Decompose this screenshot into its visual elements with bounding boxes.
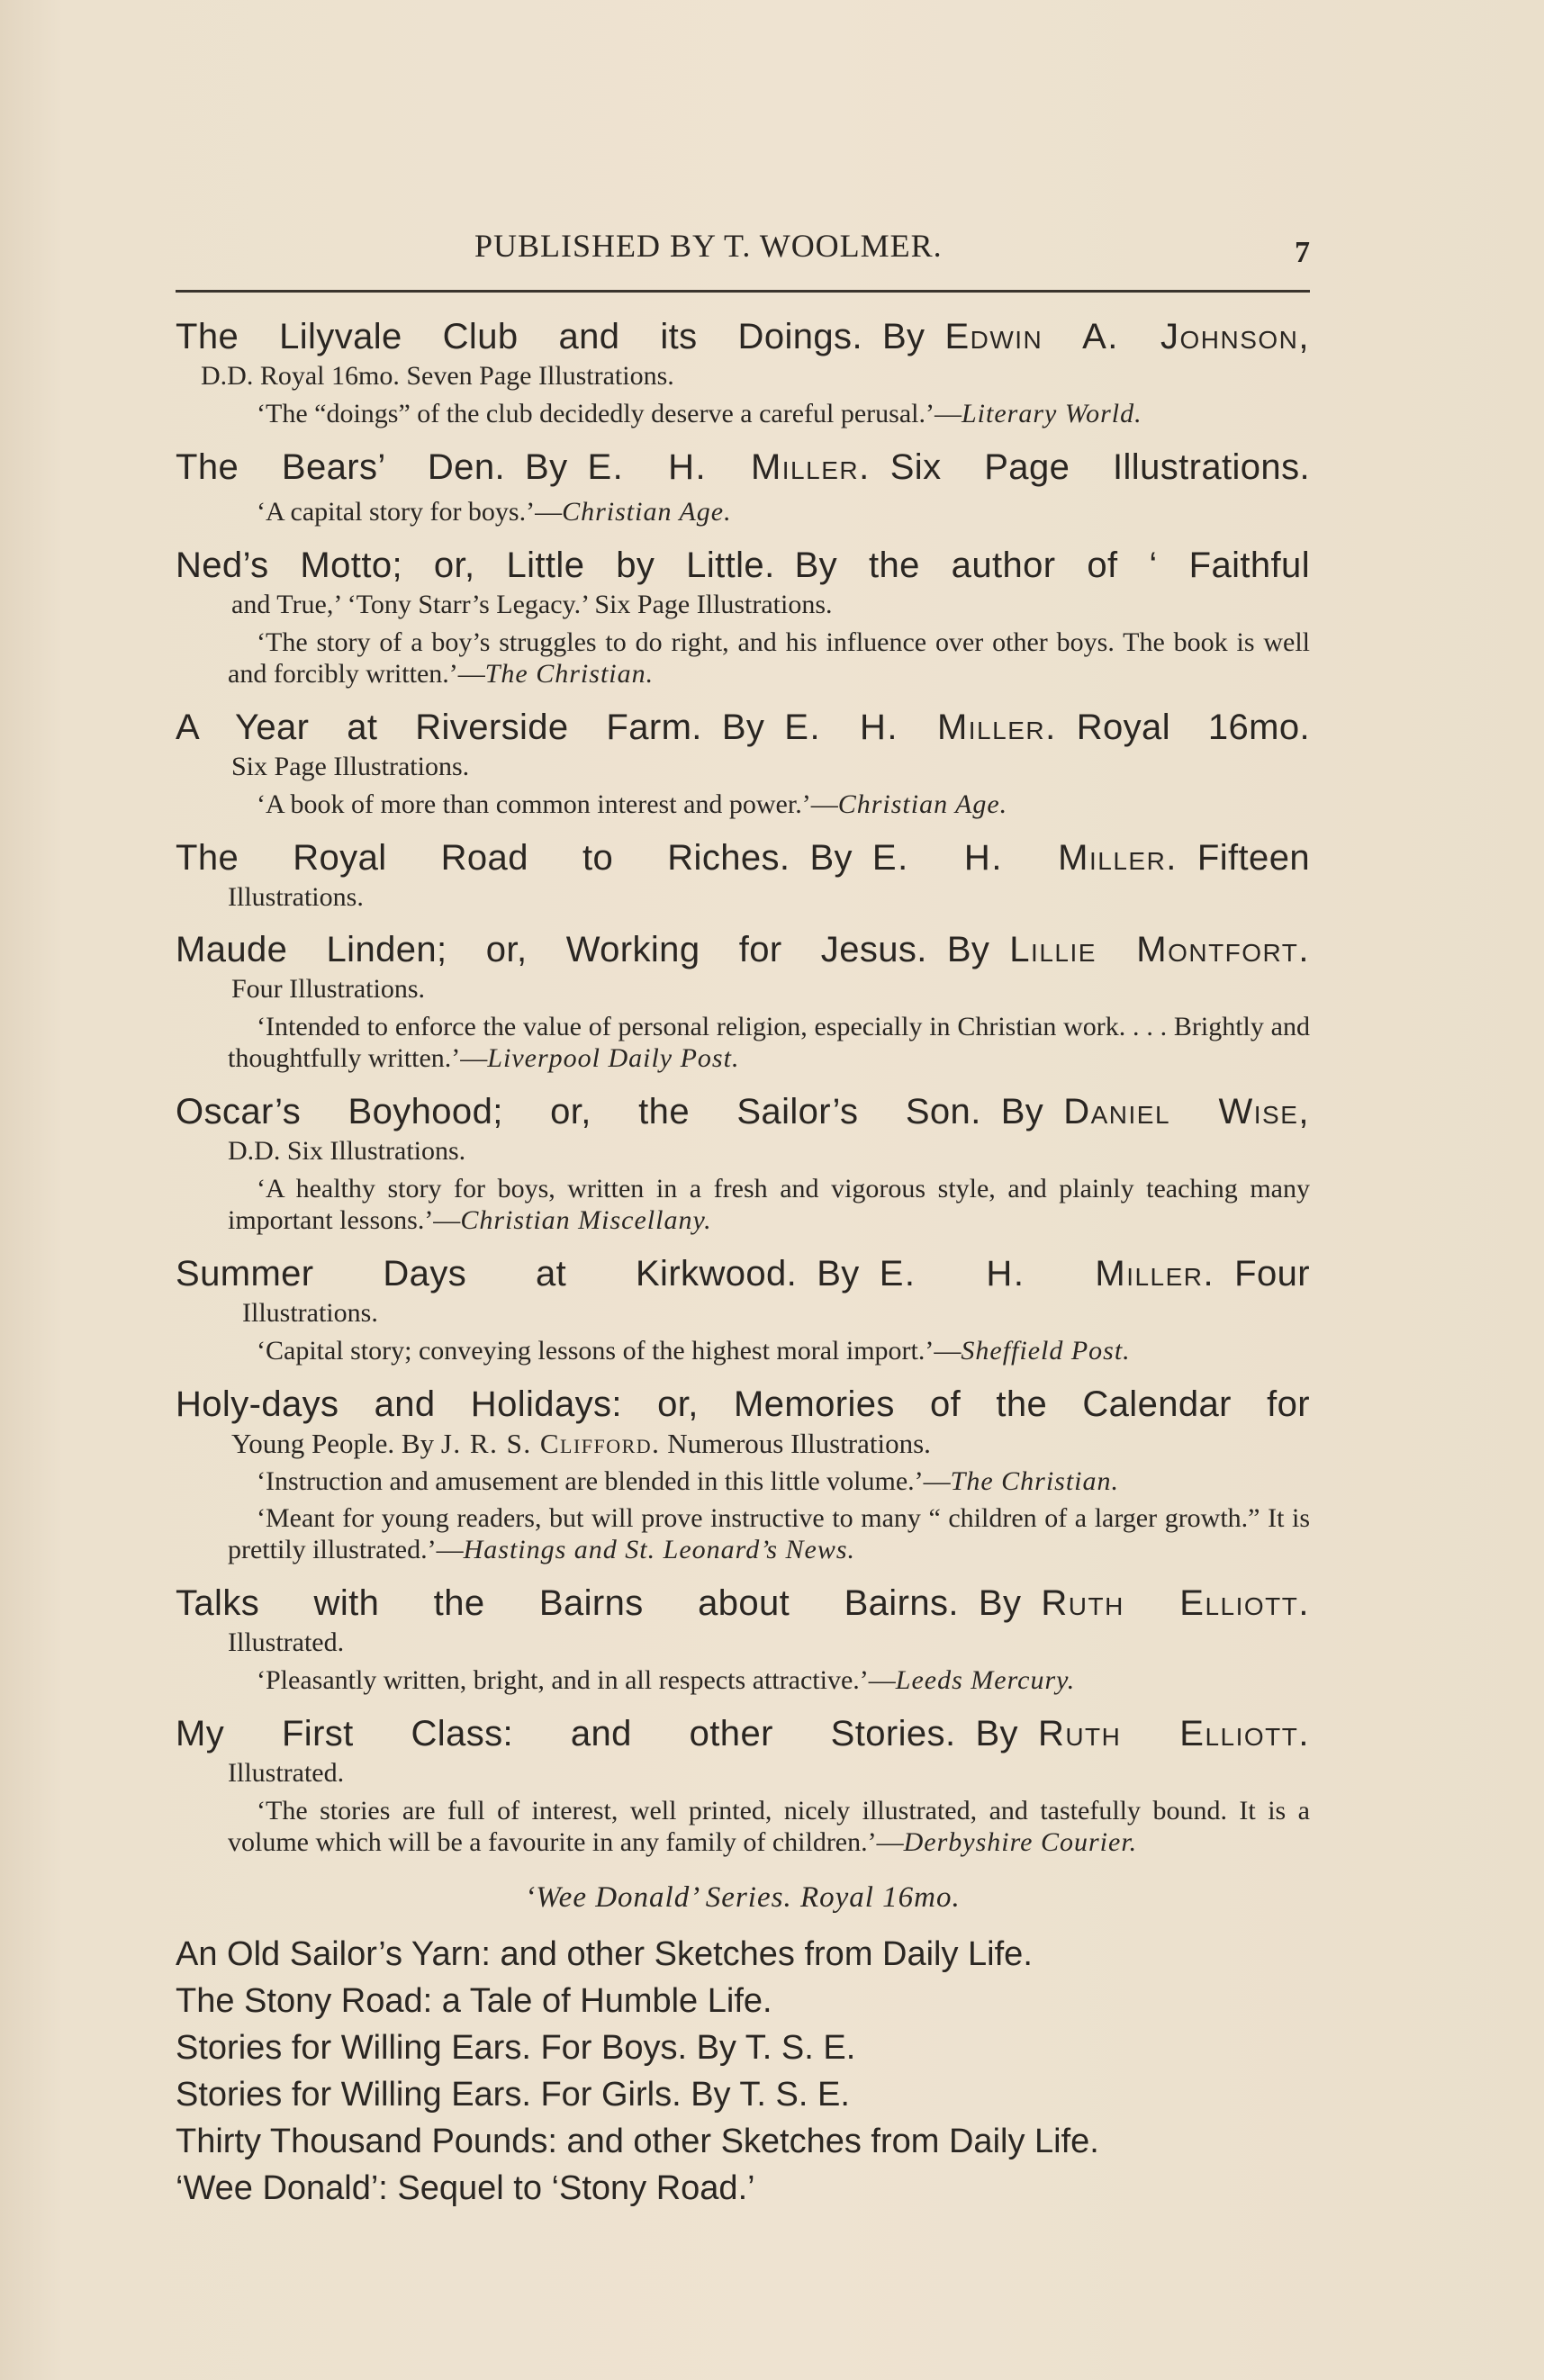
book-author: Ruth Elliott. [1041, 1583, 1311, 1623]
series-item: An Old Sailor’s Yarn: and other Sketches from Daily Life. [176, 1935, 1033, 1973]
review-quote: ‘The stories are full of interest, well printed, nicely illustrated, and tastefully bound. It is a volume which will be a favourite in any family of children.’—Derbyshire Courier. [228, 1796, 1310, 1857]
by-label: By [817, 1254, 860, 1294]
entry-title-line [176, 542, 1310, 589]
review-quote: ‘The story of a boy’s struggles to do right, and his influence over other boys. The book is well and forcibly written.’—The Christian. [228, 627, 1310, 689]
book-author: Daniel Wise, [1063, 1092, 1310, 1131]
review-quote: ‘The “doings” of the club decidedly deserve a careful perusal.’—Literary World. [257, 399, 1142, 428]
book-details: Young People. By J. R. S. Clifford. Numerous Illustrations. [231, 1428, 931, 1459]
series-item: Stories for Willing Ears. For Boys. By T. S. E. [176, 2029, 856, 2067]
entry-title-line [176, 1088, 1310, 1135]
book-format: Royal 16mo. [1076, 708, 1310, 747]
review-quote: ‘A capital story for boys.’—Christian Age. [257, 497, 732, 527]
book-details: and True,’ ‘Tony Starr’s Legacy.’ Six Page Illustrations. [231, 590, 833, 619]
book-author: J. R. S. Clifford. [440, 1428, 661, 1459]
by-label: By [946, 930, 990, 969]
book-details: D.D. Royal 16mo. Seven Page Illustrations. [201, 361, 674, 391]
book-details: Four Illustrations. [231, 974, 425, 1004]
series-item: Thirty Thousand Pounds: and other Sketches from Daily Life. [176, 2123, 1099, 2160]
review-quote: ‘A healthy story for boys, written in a fresh and vigorous style, and plainly teaching many important lessons.’—Christian Miscellany. [228, 1174, 1310, 1235]
entry-title-line [176, 704, 1310, 751]
by-label: By [525, 447, 568, 487]
book-title: A Year at Riverside Farm. [176, 708, 702, 747]
book-author: Edwin A. Johnson, [944, 317, 1310, 356]
book-title: The Lilyvale Club and its Doings. [176, 317, 862, 356]
review-source: Literary World. [962, 399, 1142, 428]
book-title: The Royal Road to Riches. [176, 838, 790, 878]
by-label: By [809, 838, 853, 878]
book-author: Lillie Montfort. [1009, 930, 1310, 969]
header-rule [176, 290, 1310, 293]
review-source: Christian Age. [562, 497, 732, 527]
book-details: Illustrated. [228, 1758, 345, 1788]
review-source: Leeds Mercury. [895, 1665, 1076, 1695]
review-quote: ‘Pleasantly written, bright, and in all respects attractive.’—Leeds Mercury. [257, 1665, 1076, 1695]
review-source: Hastings and St. Leonard’s News. [463, 1535, 855, 1564]
book-author: Ruth Elliott. [1037, 1714, 1310, 1753]
by-label: By [721, 708, 765, 747]
book-details: Six Page Illustrations. [889, 447, 1310, 487]
review-source: Derbyshire Courier. [903, 1827, 1138, 1857]
book-title: The Bears’ Den. [176, 447, 505, 487]
book-title: Talks with the Bairns about Bairns. [176, 1583, 959, 1623]
entry-title-line [176, 1381, 1310, 1428]
book-title: My First Class: and other Stories. [176, 1714, 956, 1753]
catalogue-entry [176, 926, 1310, 1074]
catalogue-entry [176, 542, 1310, 690]
book-illustration-count: Four [1234, 1254, 1310, 1294]
book-title: Holy-days and Holidays: or, Memories of the Calendar for [176, 1384, 1310, 1424]
by-label: By [1000, 1092, 1044, 1131]
entry-title-line [176, 444, 1310, 491]
page-header [176, 227, 1310, 272]
review-source: Christian Miscellany. [460, 1205, 712, 1235]
book-title: Oscar’s Boyhood; or, the Sailor’s Son. [176, 1092, 981, 1131]
review-source: The Christian. [950, 1466, 1120, 1496]
book-author: E. H. Miller. [784, 708, 1057, 747]
review-quote: ‘A book of more than common interest and power.’—Christian Age. [257, 789, 1008, 819]
book-details: Illustrations. [242, 1298, 378, 1328]
book-title: Maude Linden; or, Working for Jesus. [176, 930, 927, 969]
by-label: By [881, 317, 925, 356]
book-title: Summer Days at Kirkwood. [176, 1254, 798, 1294]
book-details: Illustrated. [228, 1627, 345, 1657]
review-quote: ‘Meant for young readers, but will prove instructive to many “ children of a larger growth.” It is prettily illustrated.’—Hastings and St. Leonard’s News. [228, 1503, 1310, 1564]
review-quote: ‘Instruction and amusement are blended in this little volume.’—The Christian. [257, 1466, 1120, 1496]
catalogue-entry [176, 834, 1310, 914]
by-label: By [975, 1714, 1018, 1753]
entry-title-line [176, 926, 1310, 973]
catalogue-entry [176, 444, 1310, 527]
review-source: The Christian. [484, 659, 655, 689]
by-label: By [978, 1583, 1022, 1623]
book-title: Ned’s Motto; or, Little by Little. [176, 545, 775, 585]
entry-title-line [176, 1710, 1310, 1757]
series-heading: ‘Wee Donald’ Series. Royal 16mo. [525, 1881, 961, 1914]
entry-title-line [176, 834, 1310, 881]
book-author: E. H. Miller. [879, 1254, 1215, 1294]
review-source: Sheffield Post. [961, 1336, 1131, 1366]
book-details: D.D. Six Illustrations. [228, 1136, 466, 1166]
book-details: Six Page Illustrations. [231, 752, 470, 781]
series-item: Stories for Willing Ears. For Girls. By T. S. E. [176, 2076, 850, 2114]
catalogue-entry [176, 1381, 1310, 1565]
catalogue-entry [176, 1250, 1310, 1366]
entry-title-line [176, 1580, 1310, 1627]
running-head: PUBLISHED BY T. WOOLMER. [474, 228, 943, 264]
series-item: The Stony Road: a Tale of Humble Life. [176, 1982, 772, 2020]
book-details: Illustrations. [228, 882, 364, 912]
catalogue-entry [176, 313, 1310, 429]
series-item: ‘Wee Donald’: Sequel to ‘Stony Road.’ [176, 2169, 755, 2207]
book-author: E. H. Miller. [587, 447, 871, 487]
catalogue-entry [176, 704, 1310, 820]
review-source: Liverpool Daily Post. [487, 1043, 740, 1073]
catalogue-entry [176, 1710, 1310, 1858]
review-source: Christian Age. [837, 789, 1008, 819]
catalogue-listing [176, 313, 1310, 2212]
page-number: 7 [1295, 236, 1310, 269]
book-illustration-count: Fifteen [1196, 838, 1310, 878]
series-list [176, 1931, 1310, 2212]
by-label: By the author of ‘ Faithful [794, 545, 1310, 585]
entry-title-line [176, 313, 1310, 360]
review-quote: ‘Intended to enforce the value of personal religion, especially in Christian work. . . . Brightly and thoughtfully written.’—Liverpool Daily Post. [228, 1012, 1310, 1073]
catalogue-entry [176, 1088, 1310, 1236]
book-author: E. H. Miller. [871, 838, 1178, 878]
entry-title-line [176, 1250, 1310, 1297]
review-quote: ‘Capital story; conveying lessons of the highest moral import.’—Sheffield Post. [257, 1336, 1131, 1366]
catalogue-entry [176, 1580, 1310, 1696]
